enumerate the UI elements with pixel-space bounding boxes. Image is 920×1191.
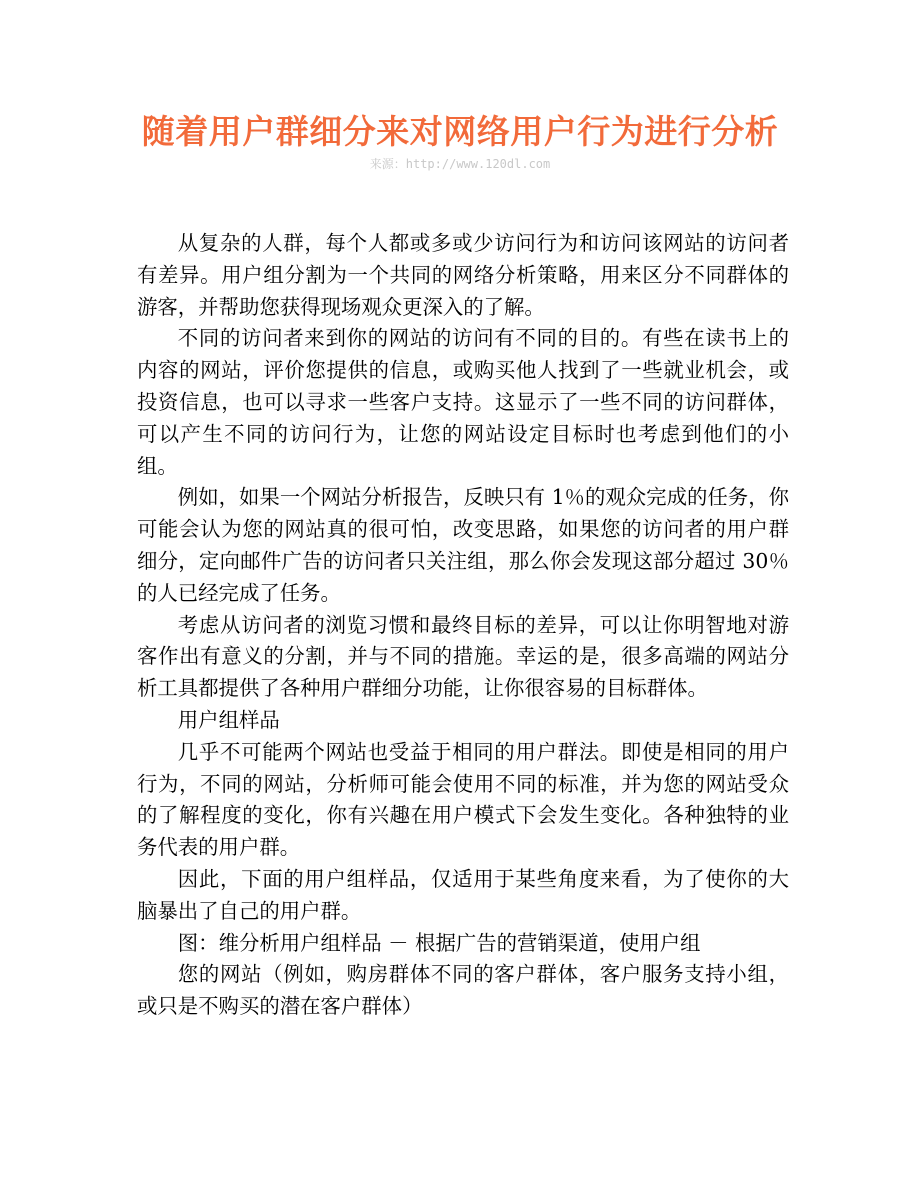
figure-caption: 图：维分析用户组样品 － 根据广告的营销渠道，使用户组	[177, 930, 701, 955]
paragraph: 因此，下面的用户组样品，仅适用于某些角度来看，为了使你的大脑暴出了自己的用户群。	[137, 866, 789, 923]
paragraph: 不同的访问者来到你的网站的访问有不同的目的。有些在读书上的内容的网站，评价您提供的信息，或购买他人找到了一些就业机会，或投资信息，也可以寻求一些客户支持。这显示了一些不同的访问群体，可以产生不同的访问行为，让您的网站设定目标时也考虑到他们的小组。	[137, 326, 789, 478]
paragraph: 从复杂的人群，每个人都或多或少访问行为和访问该网站的访问者有差异。用户组分割为一个共同的网络分析策略，用来区分不同群体的游客，并帮助您获得现场观众更深入的了解。	[137, 231, 789, 319]
paragraph: 几乎不可能两个网站也受益于相同的用户群法。即使是相同的用户行为，不同的网站，分析师可能会使用不同的标准，并为您的网站受众的了解程度的变化，你有兴趣在用户模式下会发生变化。各种独特的业务代表的用户群。	[137, 739, 789, 860]
paragraph: 考虑从访问者的浏览习惯和最终目标的差异，可以让你明智地对游客作出有意义的分割，并与不同的措施。幸运的是，很多高端的网站分析工具都提供了各种用户群细分功能，让你很容易的目标群体。	[137, 612, 789, 701]
document-body	[137, 228, 789, 1023]
paragraph: 您的网站（例如，购房群体不同的客户群体，客户服务支持小组，或只是不购买的潜在客户群体）	[137, 962, 789, 1019]
document-source: 来源：http://www.120dl.com	[369, 157, 551, 171]
paragraph: 例如，如果一个网站分析报告，反映只有 1％的观众完成的任务，你可能会认为您的网站真的很可怕，改变思路，如果您的访问者的用户群细分，定向邮件广告的访问者只关注组，那么你会发现这部分超过 30％的人已经完成了任务。	[137, 485, 789, 605]
section-heading: 用户组样品	[177, 707, 280, 732]
document-title: 随着用户群细分来对网络用户行为进行分析	[141, 112, 779, 151]
